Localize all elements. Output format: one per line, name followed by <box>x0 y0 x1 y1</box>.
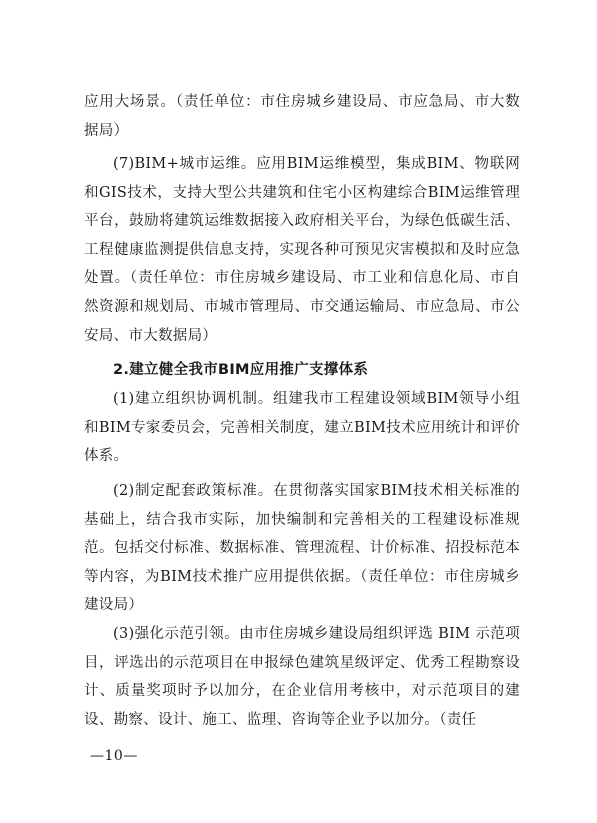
paragraph-bim-city-operation: (7)BIM+城市运维。应用BIM运维模型，集成BIM、物联网和GIS技术，支持大型公共建筑和住宅小区构建综合BIM运维管理平台，鼓励将建筑运维数据接入政府相关平台，为绿色低碳生活、工程健康监测提供信息支持，实现各种可预见灾害模拟和及时应急处置。（责任单位：市住房城乡建设局、市工业和信息化局、市自然资源和规划局、市城市管理局、市交通运输局、市应急局、市公安局、市大数据局） <box>84 156 520 344</box>
page-number: —10— <box>90 748 138 764</box>
section-heading: 2.建立健全我市BIM应用推广支撑体系 <box>113 362 369 378</box>
paragraph-demonstration: (3)强化示范引领。由市住房城乡建设局组织评选 BIM 示范项目，评选出的示范项目在申报绿色建筑星级评定、优秀工程勘察设计、质量奖项时予以加分，在企业信用考核中，对示范项目的建设、勘察、设计、施工、监理、咨询等企业予以加分。（责任 <box>84 626 520 728</box>
paragraph-policy-standards: (2)制定配套政策标准。在贯彻落实国家BIM技术相关标准的基础上，结合我市实际，加快编制和完善相关的工程建设标准规范。包括交付标准、数据标准、管理流程、计价标准、招投标范本等内容，为BIM技术推广应用提供依据。（责任单位：市住房城乡建设局） <box>84 483 520 614</box>
paragraph-coordination-mechanism: (1)建立组织协调机制。组建我市工程建设领域BIM领导小组和BIM专家委员会，完善相关制度，建立BIM技术应用统计和评价体系。 <box>84 391 520 465</box>
paragraph-continuation: 应用大场景。（责任单位：市住房城乡建设局、市应急局、市大数据局） <box>84 94 520 139</box>
